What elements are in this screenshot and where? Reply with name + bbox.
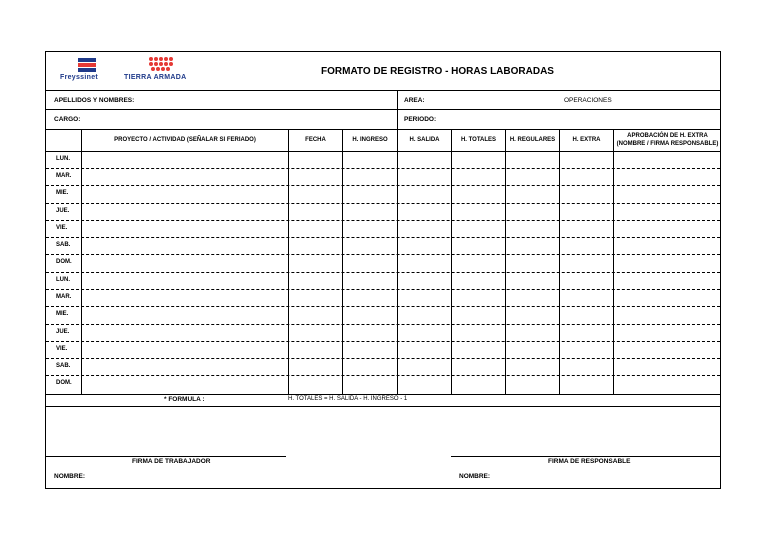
day-label: MIE.: [56, 190, 69, 196]
responsible-signature-label: FIRMA DE RESPONSABLE: [548, 458, 631, 465]
col-header-regulares: H. REGULARES: [509, 137, 556, 143]
col-header-salida: H. SALIDA: [409, 137, 440, 143]
day-label: DOM.: [56, 380, 72, 386]
form-title: FORMATO DE REGISTRO - HORAS LABORADAS: [321, 66, 554, 77]
tierra-armada-logo-text: TIERRA ARMADA: [124, 74, 187, 81]
col-header-extra: H. EXTRA: [572, 137, 601, 143]
form-sheet: [45, 51, 721, 489]
freyssinet-logo: [60, 58, 116, 84]
tierra-armada-logo: [124, 56, 194, 84]
day-label: SAB.: [56, 242, 71, 248]
day-label: SAB.: [56, 363, 71, 369]
worker-signature-label: FIRMA DE TRABAJADOR: [132, 458, 211, 465]
periodo-label: PERIODO:: [404, 116, 437, 123]
apellidos-label: APELLIDOS Y NOMBRES:: [54, 97, 135, 104]
day-label: MAR.: [56, 173, 72, 179]
day-label: MAR.: [56, 294, 72, 300]
day-label: LUN.: [56, 277, 70, 283]
area-label: AREA:: [404, 97, 425, 104]
col-header-ingreso: H. INGRESO: [352, 137, 388, 143]
day-label: LUN.: [56, 156, 70, 162]
responsible-name-label: NOMBRE:: [459, 473, 491, 480]
day-label: JUE.: [56, 208, 70, 214]
freyssinet-logo-text: Freyssinet: [60, 74, 99, 81]
col-header-totales: H. TOTALES: [460, 137, 497, 143]
cargo-label: CARGO:: [54, 116, 81, 123]
col-header-aprobacion: APROBACIÓN DE H. EXTRA (NOMBRE / FIRMA RESPONSABLE): [616, 133, 719, 147]
worker-name-label: NOMBRE:: [54, 473, 86, 480]
tierra-armada-dots-icon: [146, 56, 176, 72]
formula-label: * FORMULA :: [164, 396, 205, 403]
col-header-proyecto: PROYECTO / ACTIVIDAD (SEÑALAR SI FERIADO): [114, 137, 256, 143]
col-header-fecha: FECHA: [305, 137, 326, 143]
day-label: JUE.: [56, 329, 70, 335]
formula-text: H. TOTALES = H. SALIDA - H. INGRESO - 1: [288, 396, 408, 402]
day-label: VIE.: [56, 225, 68, 231]
day-label: MIE.: [56, 311, 69, 317]
freyssinet-flag-icon: [78, 58, 96, 72]
area-value: OPERACIONES: [564, 97, 612, 104]
day-label: DOM.: [56, 259, 72, 265]
day-label: VIE.: [56, 346, 68, 352]
